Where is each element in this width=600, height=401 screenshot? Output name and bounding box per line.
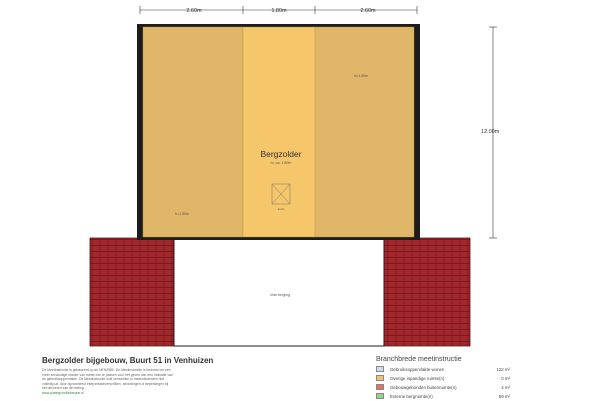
- note-line: meer eenduidige manier van meten toe te passen voor het geven van een indicatie van: [42, 372, 173, 377]
- legend-title: Branchbrede meetinstructie: [376, 356, 462, 363]
- room-height: h= ca. 1.80m: [270, 161, 292, 165]
- legend-label: Overige inpandige ruimte(n): [390, 375, 445, 381]
- legend-swatch: [376, 375, 384, 381]
- legend-value: 122 m²: [496, 366, 510, 372]
- floor-right: [315, 27, 414, 237]
- legend-label: Externe bergruimte(n): [390, 393, 433, 399]
- legend-value: 0 m²: [501, 375, 510, 381]
- dim-depth: 12.00m: [481, 129, 500, 135]
- dim-left-width: 2.60m: [186, 8, 202, 14]
- dim-middle-width: 1.80m: [271, 8, 287, 14]
- note-line: de gebruiksoppervlakte. De Meetinstructie sluit verschillen in meetuitkomsten niet: [42, 377, 165, 382]
- dim-right-width: 2.60m: [360, 8, 376, 14]
- legend-label: Gebruiksoppervlakte wonen: [390, 366, 445, 372]
- legend-row-living: [376, 365, 510, 374]
- legend-swatch: [376, 393, 384, 399]
- legend-row-other: [376, 374, 510, 383]
- measurement-note: [42, 368, 252, 396]
- room-name: Bergzolder: [260, 149, 302, 159]
- legend-value: 59 m²: [498, 393, 510, 399]
- height-label-right: h=1.50m: [354, 74, 369, 78]
- note-line: het uitvoeren van de meting.: [42, 386, 85, 391]
- note-line: volledig uit, door bijvoorbeeld interpretatieverschillen, afrondingen of beperkingen bij: [42, 381, 169, 386]
- legend-swatch: [376, 366, 384, 372]
- height-label-left: h=1.50m: [175, 212, 190, 216]
- void-label: Vide berging: [269, 293, 291, 297]
- legend-row-outdoor: [376, 383, 510, 392]
- floor-left: [143, 27, 243, 237]
- note-line: De Meetinstructie is gebaseerd op de NEN2580. De Meetinstructie is bedoeld om een: [42, 368, 171, 372]
- legend-swatch: [376, 384, 384, 390]
- hatch-label: lucht: [277, 207, 285, 211]
- floor-middle: [243, 27, 315, 237]
- website-link[interactable]: www.plattegrondtekenaar.nl: [42, 390, 84, 395]
- plan-title: Bergzolder bijgebouw, Buurt 51 in Venhuizen: [42, 356, 214, 365]
- void-area: [174, 238, 384, 346]
- legend-label: Gebouwgebonden buitenruimte(n): [390, 384, 457, 390]
- legend-value: 4 m²: [501, 384, 510, 390]
